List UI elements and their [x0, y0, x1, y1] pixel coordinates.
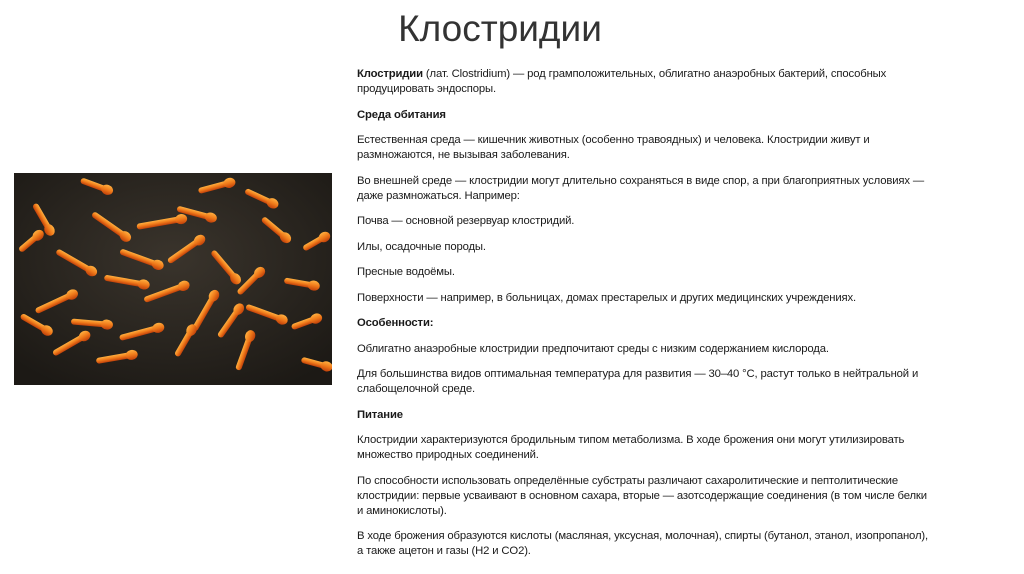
text-line: Облигатно анаэробные клостридии предпочитают среды с низким содержанием кислорода. — [357, 342, 829, 355]
section-heading — [357, 108, 1017, 123]
text-line: множество природных соединений. — [357, 449, 539, 461]
text-line: Пресные водоёмы. — [357, 266, 455, 278]
intro-paragraph — [357, 67, 1017, 97]
text-line: Почва — основной резервуар клостридий. — [357, 215, 575, 227]
clostridia-image — [14, 173, 332, 385]
text-line: клостридии: первые усваивают в основном сахара, вторые — азотсодержащие соединения (в том числе белки — [357, 489, 927, 502]
intro-term: Клостридии — [357, 68, 423, 80]
paragraph — [357, 433, 1017, 463]
text-line: Среда обитания — [357, 108, 446, 121]
slide-body — [357, 67, 1017, 570]
paragraph — [357, 174, 1017, 204]
section-heading — [357, 316, 1017, 331]
text-line: слабощелочной среде. — [357, 383, 475, 395]
text-line: По способности использовать определённые субстраты различают сахаролитические и пептолитические — [357, 474, 898, 487]
slide-title: Клостридии — [398, 8, 602, 49]
text-line: Естественная среда — кишечник животных (особенно травоядных) и человека. Клостридии живут и — [357, 134, 870, 146]
paragraph — [357, 291, 1017, 306]
text-line: размножаются, не вызывая заболевания. — [357, 149, 570, 161]
paragraph — [357, 214, 1017, 229]
intro-text: (лат. Clostridium) — род грамположительных, облигатно анаэробных бактерий, способных — [422, 68, 887, 80]
paragraph — [357, 367, 1017, 397]
text-line: а также ацетон и газы (H2 и CO2). — [357, 545, 531, 557]
text-line: даже размножаться. Например: — [357, 189, 520, 202]
text-line: и аминокислоты). — [357, 504, 447, 517]
text-line: Во внешней среде — клостридии могут длительно сохраняться в виде спор, а при благоприятных условиях — — [357, 174, 924, 187]
text-line: Илы, осадочные породы. — [357, 240, 486, 253]
paragraph — [357, 342, 1017, 357]
paragraph — [357, 265, 1017, 280]
text-line: Клостридии характеризуются бродильным типом метаболизма. В ходе брожения они могут утилизировать — [357, 434, 905, 446]
section-heading — [357, 408, 1017, 423]
paragraph — [357, 474, 1017, 519]
paragraph — [357, 529, 1017, 559]
text-line: Для большинства видов оптимальная температура для развития — 30–40 °C, растут только в нейтральной и — [357, 368, 919, 380]
intro-text-line: продуцировать эндоспоры. — [357, 83, 496, 95]
paragraph — [357, 133, 1017, 163]
text-line: В ходе брожения образуются кислоты (масляная, уксусная, молочная), спирты (бутанол, этанол, изопропанол), — [357, 530, 928, 542]
text-line: Питание — [357, 408, 403, 421]
paragraph — [357, 240, 1017, 255]
text-line: Особенности: — [357, 317, 434, 329]
text-line: Поверхности — например, в больницах, домах престарелых и других медицинских учреждениях. — [357, 291, 856, 304]
